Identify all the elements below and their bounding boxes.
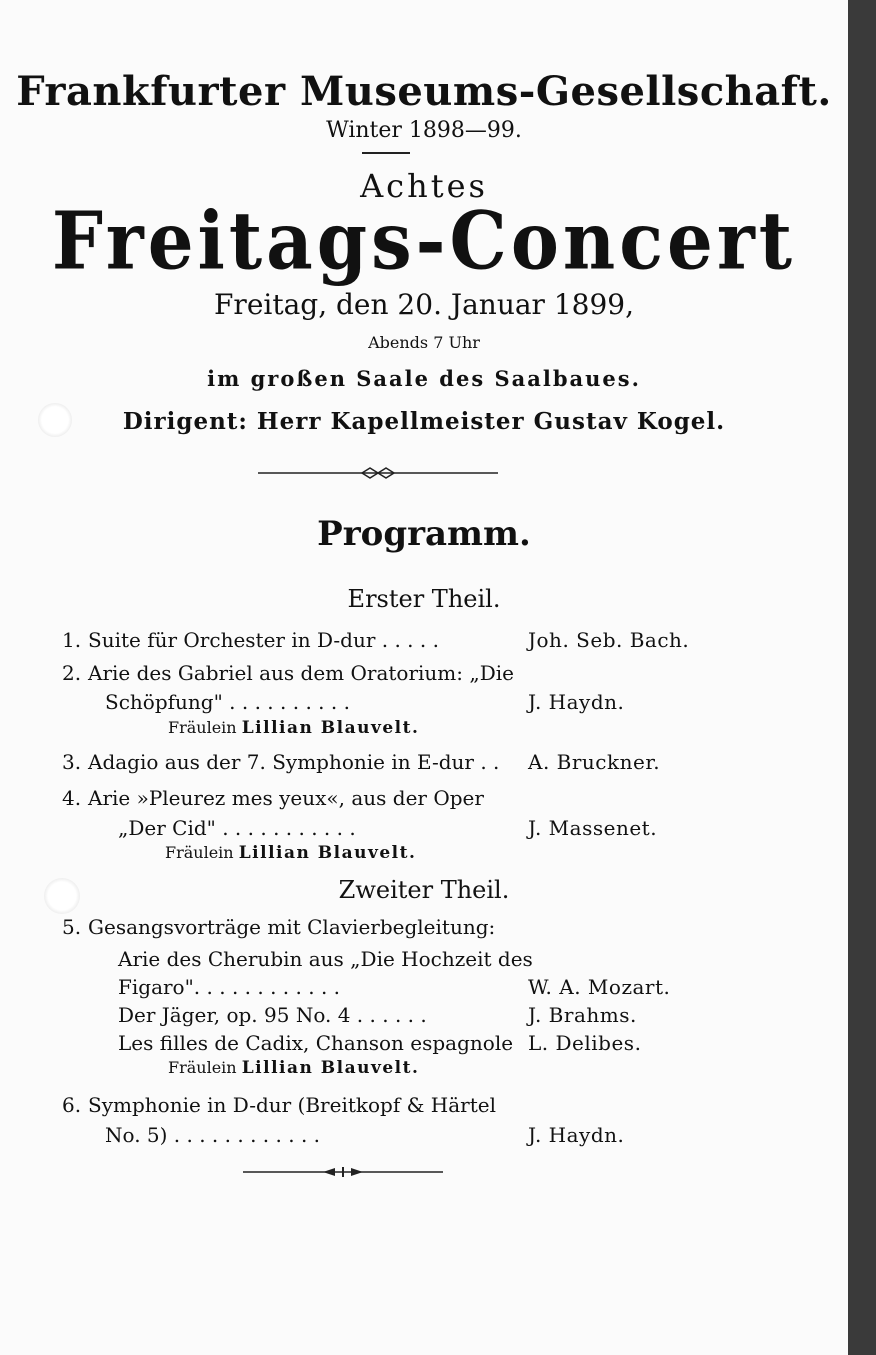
sub-piece-cont: Figaro". . . . . . . . . . . . <box>118 975 341 999</box>
item-soloist: Fräulein Lillian Blauvelt. <box>168 718 420 738</box>
item-number: 5. <box>62 915 82 939</box>
ornament-divider <box>258 466 498 480</box>
concert-title: Freitags-Concert <box>51 193 797 288</box>
sub-composer: J. Brahms. <box>528 1003 637 1027</box>
sub-piece: Arie des Cherubin aus „Die Hochzeit des <box>118 947 533 971</box>
program-heading: Programm. <box>317 514 531 554</box>
item-number: 6. <box>62 1093 82 1117</box>
sub-composer: L. Delibes. <box>528 1031 642 1055</box>
item-soloist: Fräulein Lillian Blauvelt. <box>165 843 417 863</box>
item-number: 4. <box>62 786 82 810</box>
item-title-cont: Schöpfung" . . . . . . . . . . <box>105 690 350 714</box>
item-title: Symphonie in D-dur (Breitkopf & Härtel <box>88 1093 496 1117</box>
part-one-heading: Erster Theil. <box>347 585 501 613</box>
conductor-line: Dirigent: Herr Kapellmeister Gustav Kogel. <box>122 408 726 435</box>
item-number: 1. <box>62 628 82 652</box>
item-title-cont: No. 5) . . . . . . . . . . . . <box>105 1123 321 1147</box>
item-soloist: Fräulein Lillian Blauvelt. <box>168 1058 420 1078</box>
season-label: Winter 1898—99. <box>326 118 522 143</box>
ornament-divider-bottom <box>243 1165 443 1179</box>
item-title: Suite für Orchester in D-dur . . . . . <box>88 628 439 652</box>
item-title: Adagio aus der 7. Symphonie in E-dur . . <box>88 750 500 774</box>
divider-short <box>362 152 410 154</box>
concert-ordinal: Achtes <box>360 167 488 205</box>
item-title: Arie des Gabriel aus dem Oratorium: „Die <box>88 661 514 685</box>
sub-composer: W. A. Mozart. <box>528 975 671 999</box>
concert-time: Abends 7 Uhr <box>368 333 480 352</box>
part-two-heading: Zweiter Theil. <box>338 876 510 904</box>
concert-date: Freitag, den 20. Januar 1899, <box>214 288 634 321</box>
item-title-cont: „Der Cid" . . . . . . . . . . . <box>118 816 356 840</box>
society-title: Frankfurter Museums-Gesellschaft. <box>16 68 832 115</box>
item-composer: J. Haydn. <box>528 1123 625 1147</box>
item-composer: A. Bruckner. <box>528 750 661 774</box>
item-number: 3. <box>62 750 82 774</box>
item-composer: Joh. Seb. Bach. <box>528 628 690 652</box>
punch-hole <box>44 878 80 914</box>
item-composer: J. Massenet. <box>528 816 658 840</box>
concert-venue: im großen Saale des Saalbaues. <box>207 366 641 391</box>
item-title: Gesangsvorträge mit Clavierbegleitung: <box>88 915 496 939</box>
item-number: 2. <box>62 661 82 685</box>
item-composer: J. Haydn. <box>528 690 625 714</box>
sub-piece: Les filles de Cadix, Chanson espagnole <box>118 1031 514 1055</box>
punch-hole <box>38 403 72 437</box>
sub-piece: Der Jäger, op. 95 No. 4 . . . . . . <box>118 1003 427 1027</box>
item-title: Arie »Pleurez mes yeux«, aus der Oper <box>88 786 484 810</box>
